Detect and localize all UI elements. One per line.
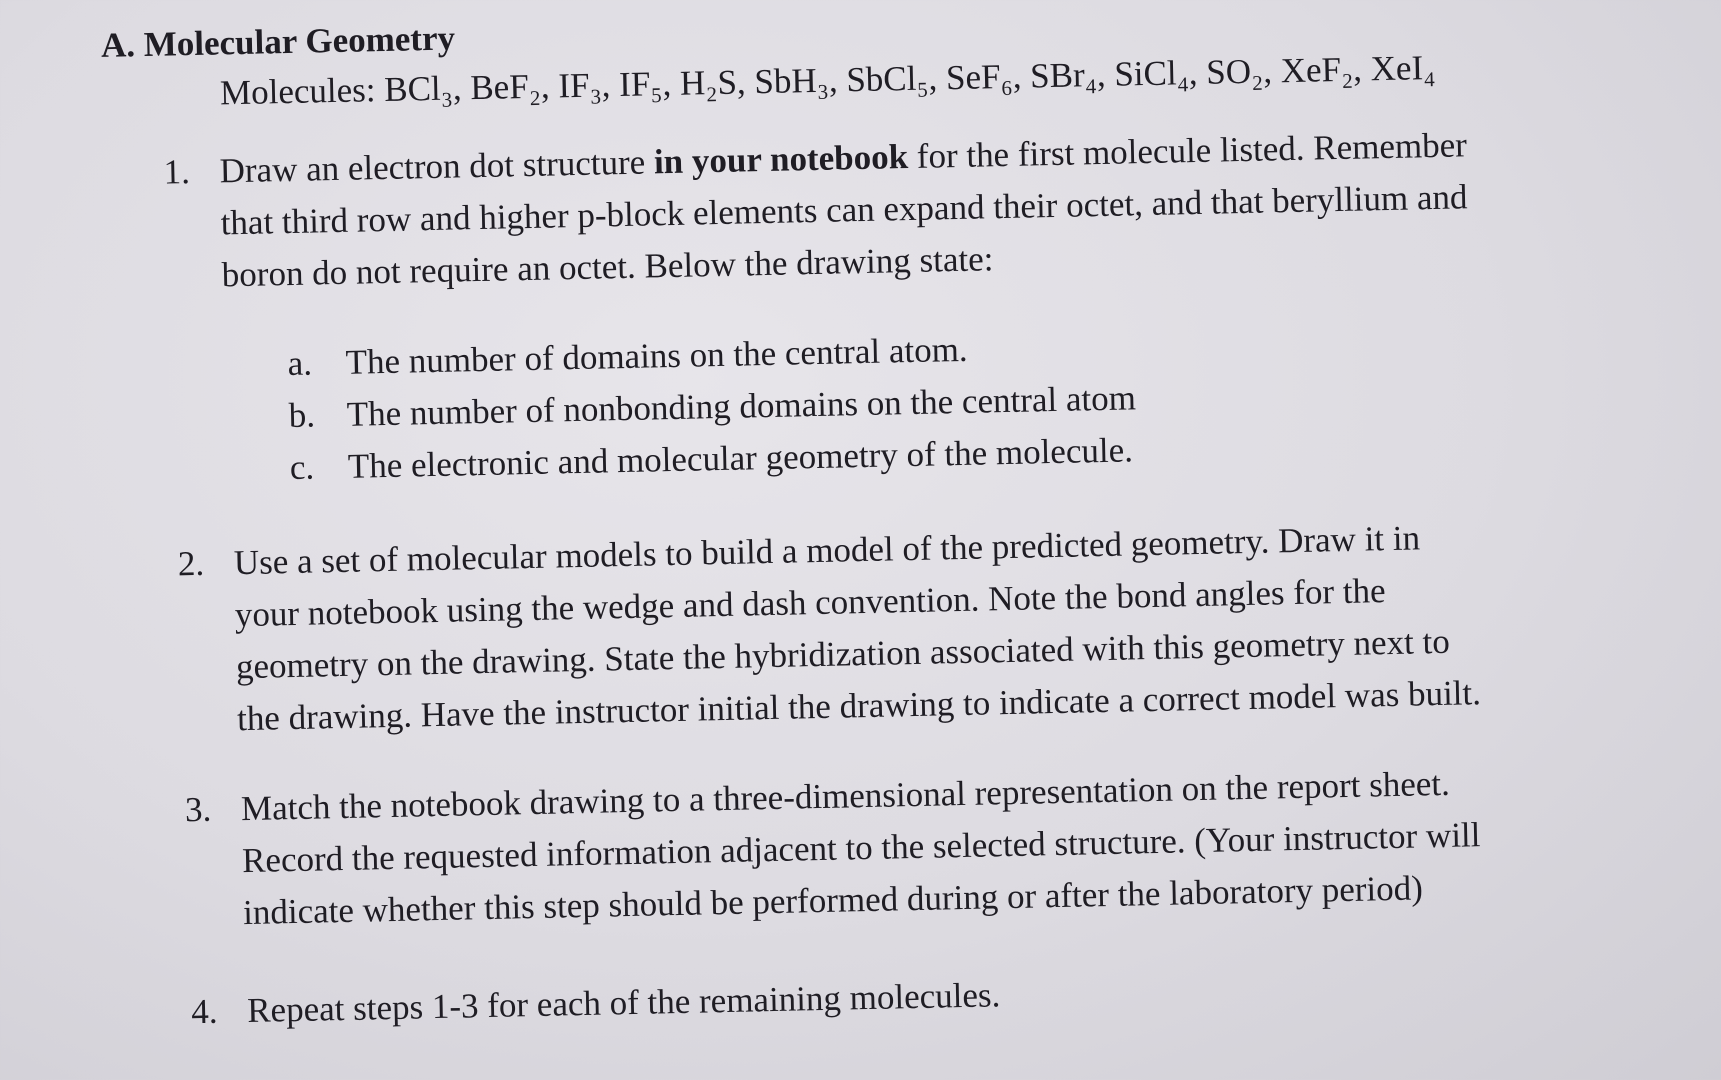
step-4-text <box>247 956 1648 1037</box>
substep-a-text: The number of domains on the central atom. <box>345 329 968 382</box>
step-2-line-1: Use a set of molecular models to build a model of the predicted geometry. Draw it in <box>233 518 1421 583</box>
molecules-list: BCl₃, BeF₂, IF₃, IF₅, H₂S, SbH₃, SbCl₅, SeF₆, SBr₄, SiCl₄, SO₂, XeF₂, XeI₄ <box>383 47 1436 109</box>
step-1-line-1-end: for the first molecule listed. Remember <box>907 125 1468 177</box>
substep-a-letter: a. <box>287 343 313 384</box>
substep-b-text: The number of nonbonding domains on the central atom <box>346 378 1137 434</box>
step-2-line-4: the drawing. Have the instructor initial the drawing to indicate a correct model was built. <box>236 673 1482 739</box>
substep-c <box>289 430 1133 488</box>
step-2-line-3: geometry on the drawing. State the hybridization associated with this geometry next to <box>235 621 1451 687</box>
substep-b-letter: b. <box>288 395 316 436</box>
step-1-emphasis: in your notebook <box>653 137 909 182</box>
molecules-label: Molecules: <box>219 70 376 113</box>
step-3-line-1: Match the notebook drawing to a three-dimensional representation on the report sheet. <box>240 763 1451 829</box>
substep-c-letter: c. <box>289 447 315 488</box>
step-3-line-2: Record the requested information adjacent to the selected structure. (Your instructor will <box>241 815 1481 881</box>
step-1-line-3: boron do not require an octet. Below the drawing state: <box>221 239 994 295</box>
step-2-text <box>233 508 1637 745</box>
substep-c-text: The electronic and molecular geometry of the molecule. <box>347 430 1134 486</box>
step-1-line-1-start: Draw an electron dot structure <box>219 142 655 191</box>
step-3-text <box>240 754 1643 939</box>
step-3-line-3: indicate whether this step should be performed during or after the laboratory period) <box>242 868 1424 933</box>
step-2-line-2: your notebook using the wedge and dash convention. Note the bond angles for the <box>234 571 1386 635</box>
substep-a <box>287 330 968 384</box>
step-1-number: 1. <box>163 152 191 192</box>
step-2-number: 2. <box>177 543 205 584</box>
section-title: A. Molecular Geometry <box>100 18 456 65</box>
step-3-number: 3. <box>184 789 212 830</box>
step-1-text <box>219 116 1622 301</box>
step-4-line-1: Repeat steps 1-3 for each of the remaining molecules. <box>246 975 1001 1031</box>
substep-b <box>288 378 1136 436</box>
step-1-line-2: that third row and higher p-block elements can expand their octet, and that beryllium and <box>220 177 1468 243</box>
step-4-number: 4. <box>190 991 218 1032</box>
